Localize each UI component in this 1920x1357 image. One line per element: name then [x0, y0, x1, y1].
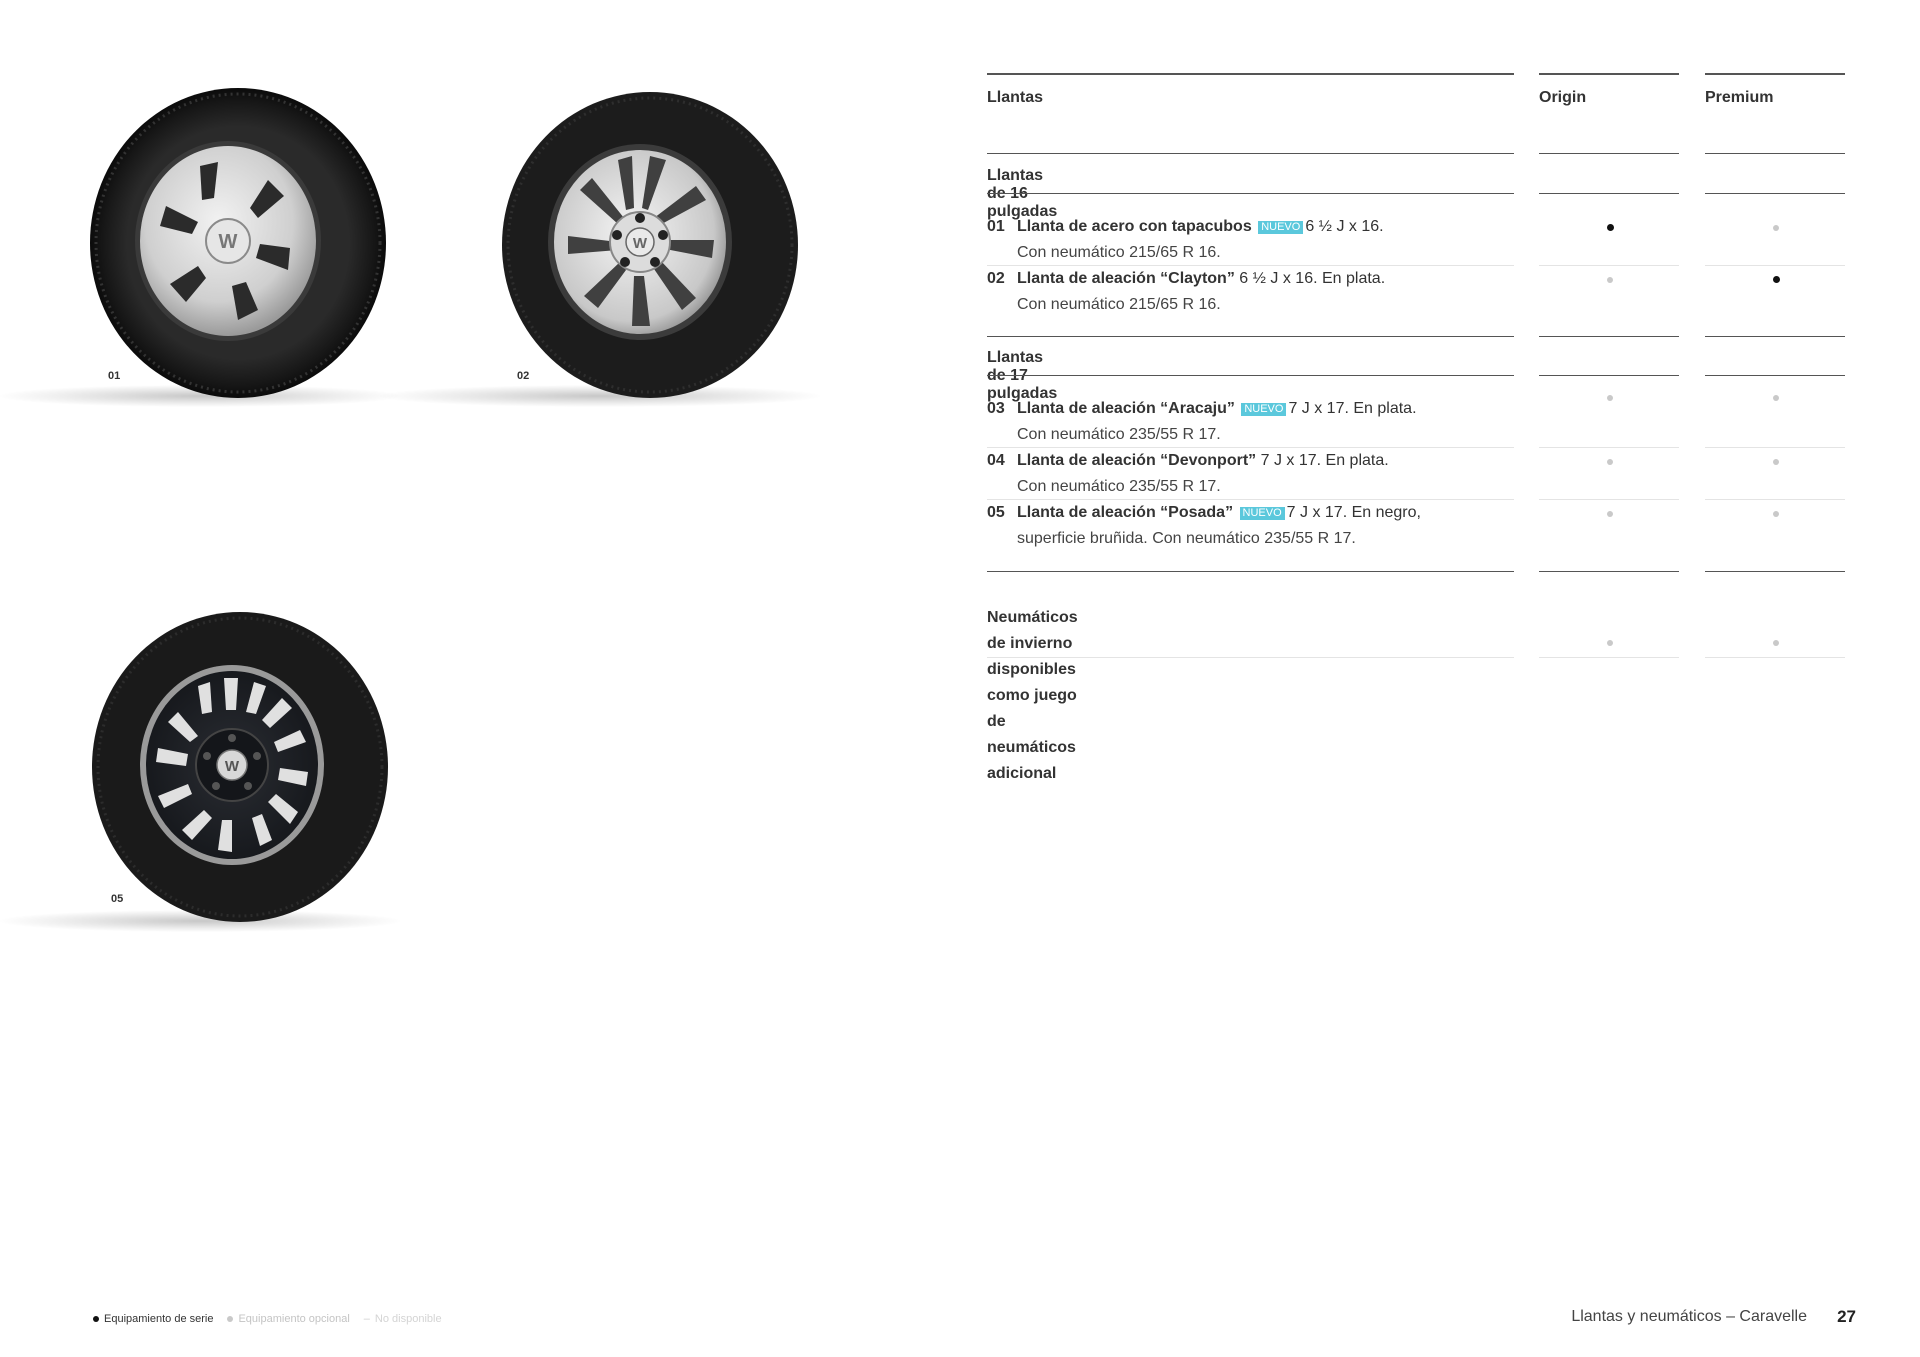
rule [1705, 193, 1845, 194]
dash-icon: – [363, 1313, 370, 1325]
svg-text:W: W [224, 758, 240, 775]
item-spec: 7 J x 17. En plata. [1260, 452, 1389, 469]
svg-text:W: W [218, 231, 238, 253]
item-number: 05 [987, 504, 1005, 521]
optional-dot [1607, 459, 1613, 465]
item-name: Llanta de aleación “Clayton” [1017, 270, 1235, 287]
wheel-05-image [92, 612, 392, 924]
item-tire-spec: Con neumático 215/65 R 16. [1017, 296, 1221, 313]
column-header-origin: Origin [1539, 89, 1587, 106]
row-divider [1705, 499, 1845, 500]
rule [1705, 153, 1845, 154]
table-row-01 [987, 214, 1507, 266]
legend-unavailable [364, 1313, 442, 1325]
item-name: Llanta de aleación “Aracaju” [1017, 400, 1235, 417]
legend-unavailable-label: No disponible [374, 1313, 442, 1325]
rule [1539, 73, 1679, 75]
optional-dot-icon [227, 1316, 233, 1322]
winter-line-2: como juego de neumáticos adicional [987, 687, 1077, 782]
table-row-05 [987, 500, 1507, 552]
wheel-01-image [90, 88, 390, 400]
wheel-05-label: 05 [111, 893, 124, 905]
optional-dot [1773, 225, 1779, 231]
column-header-premium: Premium [1705, 89, 1774, 106]
wheel-01-label: 01 [108, 370, 121, 382]
rule [987, 193, 1514, 194]
rule [1539, 153, 1679, 154]
optional-dot [1607, 511, 1613, 517]
rule [1539, 336, 1679, 337]
svg-text:W: W [632, 235, 648, 252]
new-badge: NUEVO [1241, 403, 1286, 416]
table-header-llantas: Llantas [987, 89, 1044, 106]
rule [1539, 193, 1679, 194]
item-tire-spec: Con neumático 235/55 R 17. [1017, 426, 1221, 443]
wheel-02-label: 02 [517, 370, 530, 382]
rule [1705, 73, 1845, 75]
optional-dot [1773, 459, 1779, 465]
page-number: 27 [1837, 1307, 1856, 1326]
row-divider [1539, 499, 1679, 500]
item-spec: 6 ½ J x 16. En plata. [1239, 270, 1386, 287]
item-number: 02 [987, 270, 1005, 287]
optional-dot [1773, 640, 1779, 646]
legend-optional-label: Equipamiento opcional [238, 1313, 350, 1325]
winter-tires-label [987, 605, 1078, 787]
rule [987, 375, 1514, 376]
item-spec: 6 ½ J x 16. [1305, 218, 1384, 235]
item-spec: 7 J x 17. En negro, [1286, 504, 1421, 521]
item-name: Llanta de aleación “Devonport” [1017, 452, 1257, 469]
item-name: Llanta de acero con tapacubos [1017, 218, 1252, 235]
item-tire-spec: superficie bruñida. Con neumático 235/55 R 17. [1017, 530, 1356, 547]
rule [1705, 571, 1845, 572]
row-divider [1705, 447, 1845, 448]
item-spec: 7 J x 17. En plata. [1288, 400, 1417, 417]
item-number: 04 [987, 452, 1005, 469]
table-row-04 [987, 448, 1507, 500]
standard-dot-icon [93, 1316, 99, 1322]
legend-optional [227, 1313, 349, 1325]
rule [1539, 375, 1679, 376]
row-divider [1705, 265, 1845, 266]
footer-title: Llantas y neumáticos – Caravelle [1571, 1308, 1807, 1325]
table-row-02 [987, 266, 1507, 318]
rule [987, 73, 1514, 75]
item-number: 03 [987, 400, 1005, 417]
section-title-17: Llantas de 17 pulgadas [987, 349, 1058, 402]
legend-standard-label: Equipamiento de serie [104, 1313, 214, 1325]
rule [1705, 375, 1845, 376]
optional-dot [1773, 511, 1779, 517]
optional-dot [1607, 277, 1613, 283]
rule [987, 153, 1514, 154]
table-row-03 [987, 396, 1507, 448]
rule [1539, 571, 1679, 572]
optional-dot [1607, 395, 1613, 401]
legend-standard [93, 1313, 213, 1325]
winter-line-1: Neumáticos de invierno disponibles [987, 609, 1078, 678]
rule [987, 336, 1514, 337]
standard-dot [1773, 276, 1780, 283]
rule [1705, 336, 1845, 337]
item-number: 01 [987, 218, 1005, 235]
legend [93, 1313, 442, 1325]
optional-dot [1773, 395, 1779, 401]
row-divider [1705, 657, 1845, 658]
rule [987, 571, 1514, 572]
optional-dot [1607, 640, 1613, 646]
item-name: Llanta de aleación “Posada” [1017, 504, 1234, 521]
wheel-02-image [500, 90, 800, 400]
item-tire-spec: Con neumático 235/55 R 17. [1017, 478, 1221, 495]
item-tire-spec: Con neumático 215/65 R 16. [1017, 244, 1221, 261]
new-badge: NUEVO [1240, 507, 1285, 520]
row-divider [987, 657, 1514, 658]
row-divider [1539, 447, 1679, 448]
standard-dot [1607, 224, 1614, 231]
row-divider [1539, 265, 1679, 266]
new-badge: NUEVO [1258, 221, 1303, 234]
row-divider [1539, 657, 1679, 658]
section-title-16: Llantas de 16 pulgadas [987, 167, 1058, 220]
